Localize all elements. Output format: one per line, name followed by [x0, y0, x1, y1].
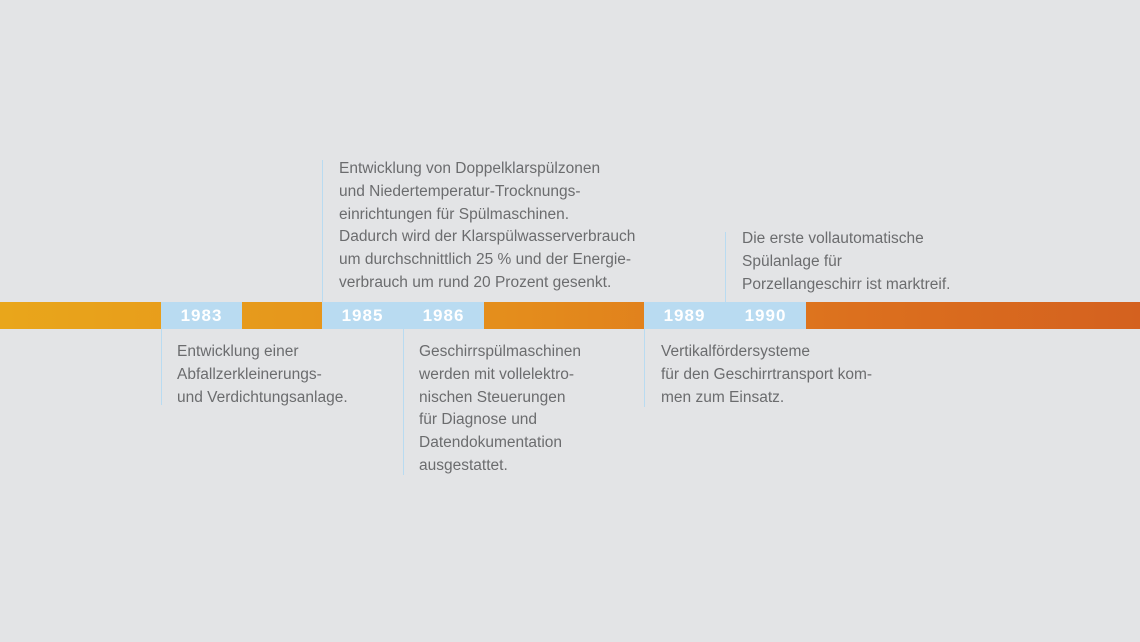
connector-line-1989 [644, 329, 645, 407]
connector-line-1983 [161, 329, 162, 405]
connector-line-1985 [322, 160, 323, 302]
year-label-1983: 1983 [161, 302, 242, 329]
event-text-1983: Entwicklung einer Abfallzerkleinerungs- und Verdichtungsanlage. [177, 343, 348, 406]
year-label-1990: 1990 [725, 302, 806, 329]
event-text-1985: Entwicklung von Doppelklarspülzonen und Niedertemperatur-Trocknungs- einrichtungen für Spülmaschinen. Dadurch wird der Klarspülwasserverbrauch um durchschnittlich 25 % und der Energie- verbrauch um rund 20 Prozent gesenkt. [339, 160, 636, 291]
connector-line-1990 [725, 232, 726, 302]
event-text-1990: Die erste vollautomatische Spülanlage für Porzellangeschirr ist marktreif. [742, 230, 951, 293]
year-label-1989: 1989 [644, 302, 725, 329]
year-label-1986: 1986 [403, 302, 484, 329]
year-label-1985: 1985 [322, 302, 403, 329]
event-text-1986: Geschirrspülmaschinen werden mit vollelektro- nischen Steuerungen für Diagnose und Datendokumentation ausgestattet. [419, 343, 581, 474]
connector-line-1986 [403, 329, 404, 475]
event-text-1989: Vertikalfördersysteme für den Geschirrtransport kom- men zum Einsatz. [661, 343, 873, 406]
